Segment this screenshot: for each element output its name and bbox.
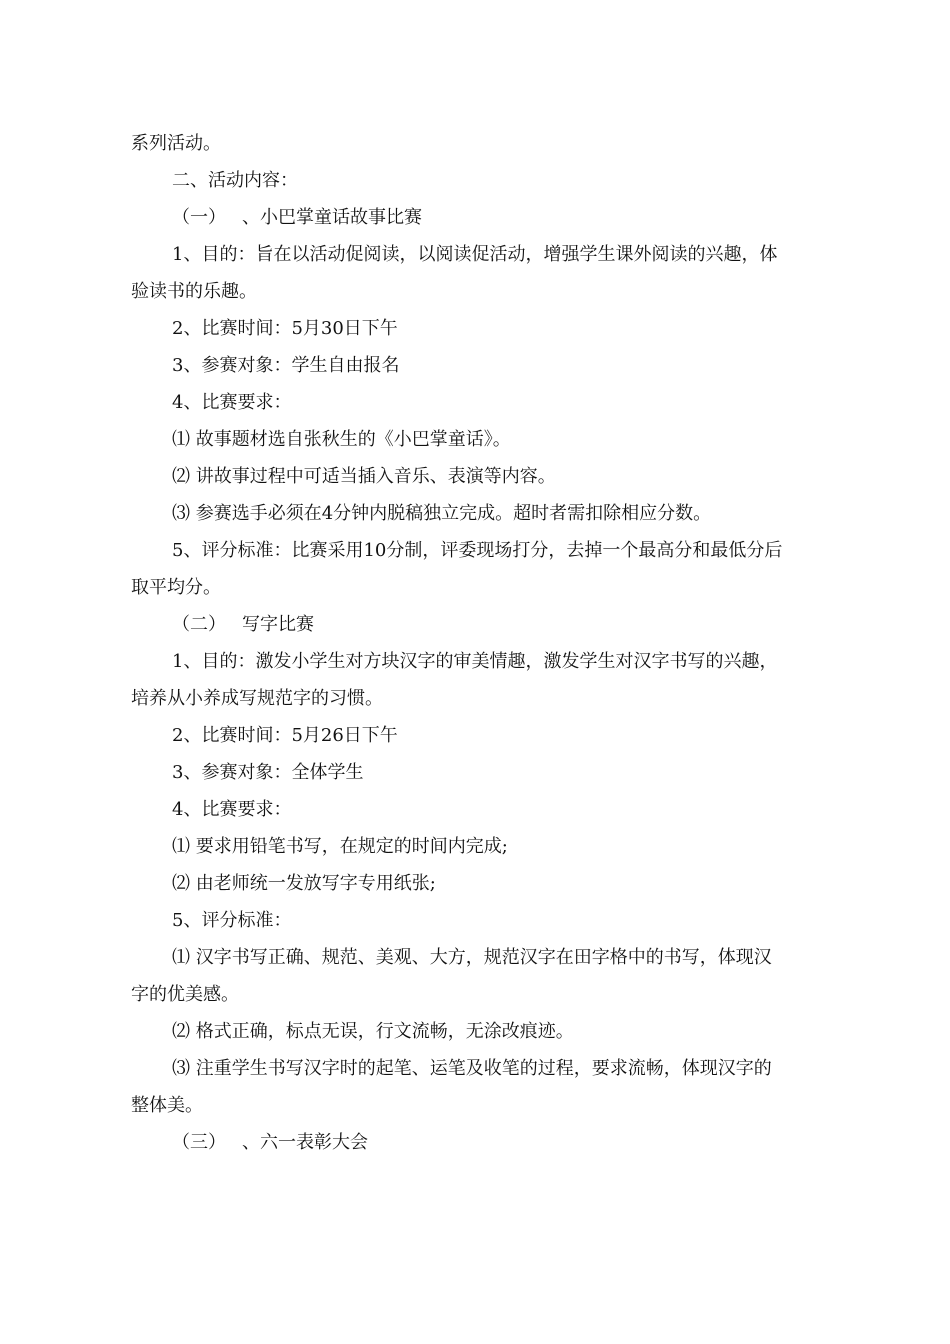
text-line: 4、比赛要求： [172, 799, 292, 820]
text-line: 3、参赛对象：全体学生 [172, 762, 364, 783]
text-line: 2、比赛时间：5月26日下午 [172, 725, 398, 746]
list-item: ⑶ 注重学生书写汉字时的起笔、运笔及收笔的过程，要求流畅，体现汉字的 [172, 1058, 772, 1079]
text-line: 4、比赛要求： [172, 392, 292, 413]
text-line: 1、目的：激发小学生对方块汉字的审美情趣，激发学生对汉字书写的兴趣， [172, 651, 778, 672]
text-line: 整体美。 [131, 1095, 203, 1116]
subsection-number: （三） [172, 1132, 226, 1153]
text-line: 系列活动。 [131, 133, 221, 154]
text-line: 验读书的乐趣。 [131, 281, 257, 302]
text-line: 5、评分标准： [172, 910, 292, 931]
subsection-title: 、小巴掌童话故事比赛 [242, 207, 422, 228]
text-line: 5、评分标准：比赛采用10分制，评委现场打分，去掉一个最高分和最低分后 [172, 540, 783, 561]
list-item: ⑵ 由老师统一发放写字专用纸张; [172, 873, 436, 894]
subsection-number: （二） [172, 614, 226, 635]
text-line: 2、比赛时间：5月30日下午 [172, 318, 398, 339]
list-item: ⑵ 格式正确，标点无误，行文流畅，无涂改痕迹。 [172, 1021, 574, 1042]
subsection-heading [131, 606, 821, 643]
subsection-number: （一） [172, 207, 226, 228]
subsection-title: 写字比赛 [242, 614, 314, 635]
subsection-heading [131, 199, 821, 236]
subsection-heading [131, 1124, 821, 1161]
text-line: 取平均分。 [131, 577, 221, 598]
list-item: ⑵ 讲故事过程中可适当插入音乐、表演等内容。 [172, 466, 556, 487]
text-line: 培养从小养成写规范字的习惯。 [131, 688, 383, 709]
text-line: 1、目的：旨在以活动促阅读，以阅读促活动，增强学生课外阅读的兴趣，体 [172, 244, 778, 265]
list-item: ⑴ 要求用铅笔书写，在规定的时间内完成; [172, 836, 508, 857]
list-item: ⑴ 汉字书写正确、规范、美观、大方，规范汉字在田字格中的书写，体现汉 [172, 947, 772, 968]
list-item: ⑴ 故事题材选自张秋生的《小巴掌童话》。 [172, 429, 511, 450]
document-body [131, 125, 821, 1161]
section-heading: 二、活动内容： [172, 170, 298, 191]
subsection-title: 、六一表彰大会 [242, 1132, 368, 1153]
list-item: ⑶ 参赛选手必须在4分钟内脱稿独立完成。超时者需扣除相应分数。 [172, 503, 712, 524]
text-line: 3、参赛对象：学生自由报名 [172, 355, 400, 376]
text-line: 字的优美感。 [131, 984, 239, 1005]
